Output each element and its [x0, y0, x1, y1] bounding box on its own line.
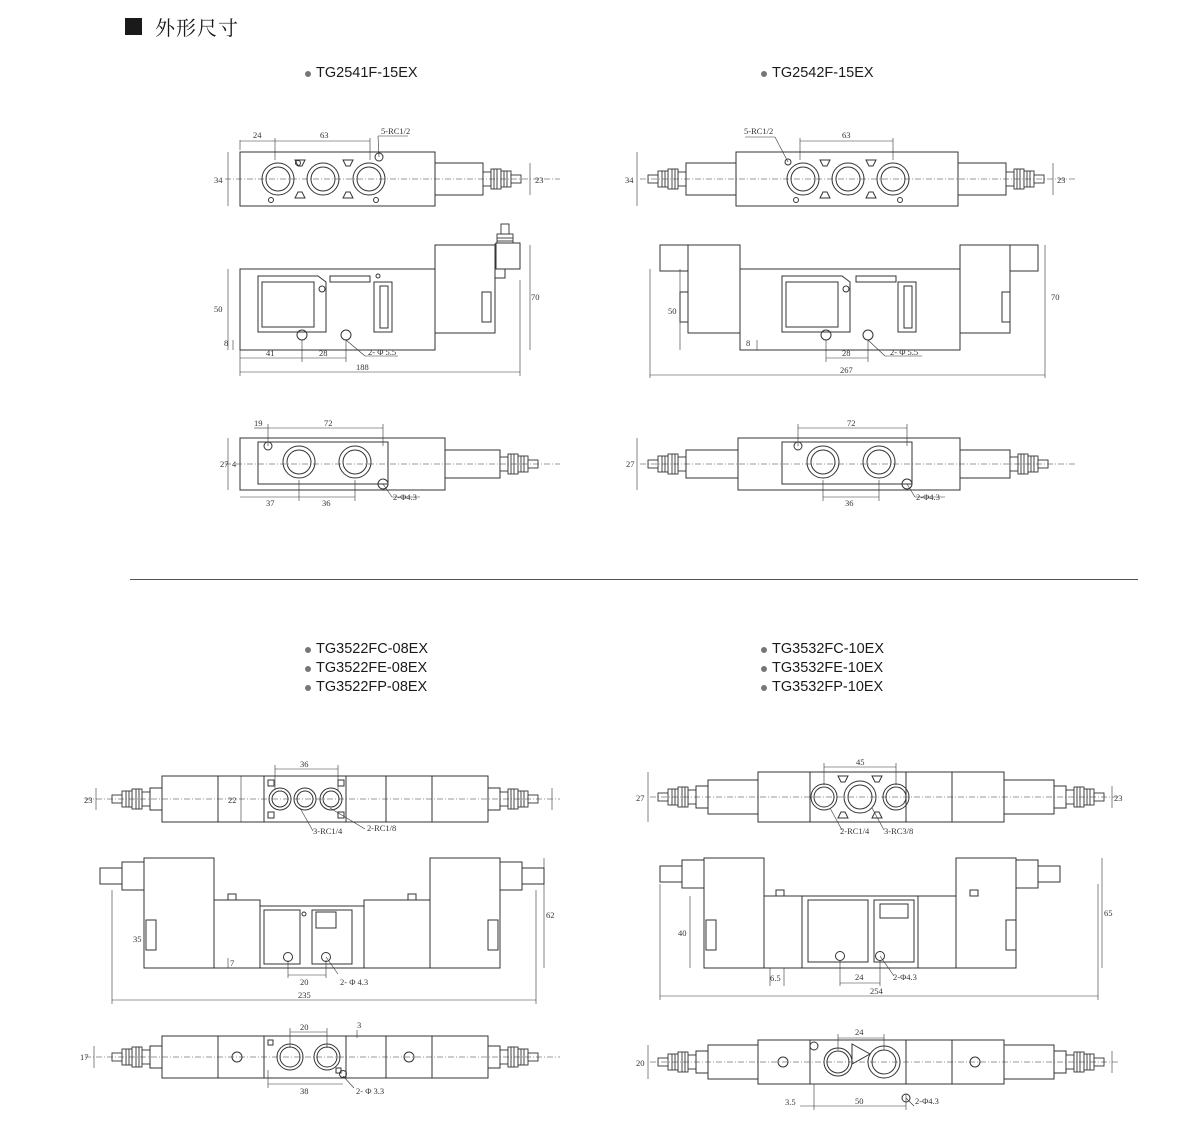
dim-label: 23 [535, 175, 544, 185]
dim-label: 38 [300, 1086, 309, 1096]
drawing-tg2542f [637, 137, 1075, 501]
dim-label: 36 [845, 498, 854, 508]
dim-label: 2- Φ 4.3 [340, 977, 369, 987]
q4-side-view [660, 858, 1102, 1000]
dim-label: 267 [840, 365, 853, 375]
dim-label: 2-Φ4.3 [916, 492, 940, 502]
dim-label: 5-RC1/2 [744, 126, 774, 136]
dim-label: 27 [626, 459, 635, 469]
model-item: TG3522FC-08EX [305, 640, 428, 659]
dim-label: 27 [636, 793, 645, 803]
dim-label: 72 [847, 418, 856, 428]
dim-label: 70 [1051, 292, 1060, 302]
drawing-tg3532f [648, 763, 1120, 1110]
dim-label: 2-RC1/4 [840, 826, 870, 836]
q2-top-view [637, 137, 1075, 206]
q3-bottom-view [85, 1028, 560, 1088]
dim-label: 50 [855, 1096, 864, 1106]
model-item: TG3522FE-08EX [305, 659, 428, 678]
dim-label: 63 [842, 130, 851, 140]
dim-label: 50 [214, 304, 223, 314]
model-item: TG3532FE-10EX [761, 659, 884, 678]
drawing-tg3522f [85, 765, 560, 1088]
dim-label: 23 [1114, 793, 1123, 803]
dim-label: 3 [357, 1020, 362, 1030]
dim-label: 35 [133, 934, 142, 944]
dim-label: 5-RC1/2 [381, 126, 411, 136]
dim-label: 22 [228, 795, 237, 805]
dim-label: 2- Φ 3.3 [356, 1086, 385, 1096]
dim-label: 2-Φ4.3 [915, 1096, 939, 1106]
dim-label: 8 [746, 338, 751, 348]
dim-label: 3-RC1/4 [313, 826, 343, 836]
drawing-tg2541f [225, 136, 560, 501]
dim-label: 40 [678, 928, 687, 938]
q4-top-view [648, 763, 1120, 830]
dim-label: 20 [636, 1058, 645, 1068]
dim-label: 6.5 [770, 973, 781, 983]
dim-label: 7 [230, 958, 235, 968]
dim-label: 65 [1104, 908, 1113, 918]
dim-label: 3.5 [785, 1097, 796, 1107]
model-item: TG3522FP-08EX [305, 678, 428, 697]
dim-label: 2- Φ 5.5 [890, 347, 919, 357]
dim-label: 4 [232, 459, 237, 469]
dim-label: 8 [224, 338, 229, 348]
q1-bottom-view [225, 424, 560, 501]
q4-bottom-view [648, 1034, 1120, 1110]
dim-label: 34 [214, 175, 223, 185]
dim-label: 3-RC3/8 [884, 826, 914, 836]
dim-label: 37 [266, 498, 275, 508]
dim-label: 23 [1057, 175, 1066, 185]
q3-top-view [85, 765, 560, 831]
model-item: TG2542F-15EX [761, 64, 874, 83]
dim-label: 34 [625, 175, 634, 185]
q2-bottom-view [637, 424, 1075, 501]
dim-label: 2- Φ 5.5 [368, 347, 397, 357]
dim-label: 70 [531, 292, 540, 302]
dim-label: 2-RC1/8 [367, 823, 397, 833]
dim-label: 28 [842, 348, 851, 358]
dim-label: 36 [300, 759, 309, 769]
dim-label: 20 [300, 1022, 309, 1032]
dim-label: 24 [855, 972, 864, 982]
section-title-text: 外形尺寸 [155, 15, 239, 40]
dim-label: 36 [322, 498, 331, 508]
dim-label: 235 [298, 990, 311, 1000]
model-item: TG2541F-15EX [305, 64, 418, 83]
model-item: TG3532FP-10EX [761, 678, 884, 697]
dim-label: 27 [220, 459, 229, 469]
dim-label: 24 [855, 1027, 864, 1037]
dim-label: 41 [266, 348, 275, 358]
dim-label: 19 [254, 418, 263, 428]
q3-side-view [100, 858, 544, 1004]
q2-side-view [650, 245, 1045, 378]
dim-label: 45 [856, 757, 865, 767]
dim-label: 23 [84, 795, 93, 805]
dim-label: 2-Φ4.3 [893, 972, 917, 982]
dim-label: 50 [668, 306, 677, 316]
dim-label: 20 [300, 977, 309, 987]
dim-label: 2-Φ4.3 [393, 492, 417, 502]
dim-label: 72 [324, 418, 333, 428]
dim-label: 24 [253, 130, 262, 140]
q1-top-view [225, 136, 560, 206]
dim-label: 188 [356, 362, 369, 372]
dim-label: 17 [80, 1052, 89, 1062]
dim-label: 63 [320, 130, 329, 140]
model-item: TG3532FC-10EX [761, 640, 884, 659]
dim-label: 28 [319, 348, 328, 358]
dim-label: 254 [870, 986, 883, 996]
dim-label: 62 [546, 910, 555, 920]
